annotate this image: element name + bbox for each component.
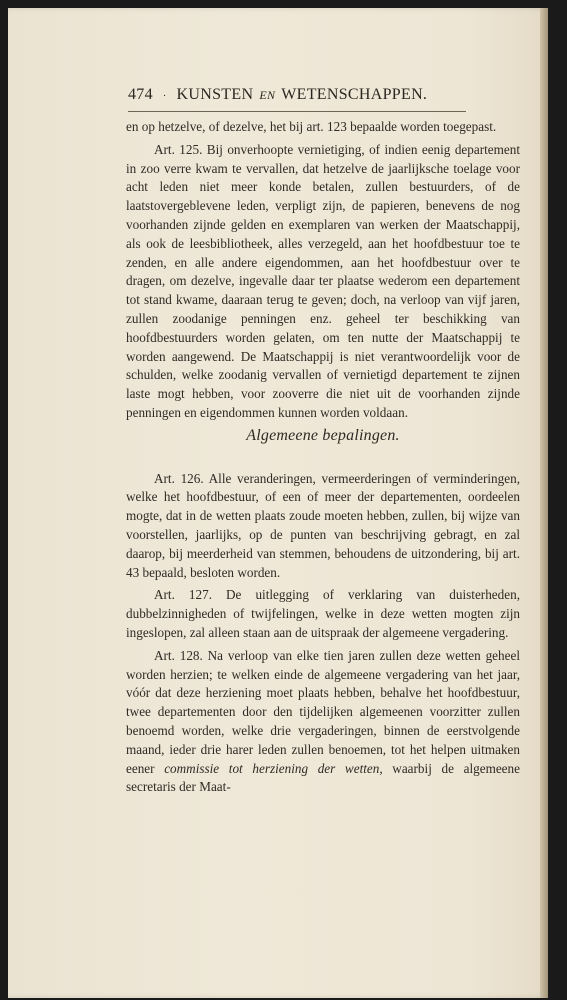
running-header	[128, 86, 462, 104]
section-heading: Algemeene bepalingen.	[246, 426, 400, 444]
article-128-italic-phrase: commissie tot herziening der wetten	[164, 760, 380, 776]
article-128-text-start: Art. 128. Na verloop van elke tien jaren zullen deze wetten geheel worden herzien; te welken einde de algemeene vergadering van het jaar, vóór dat deze herziening moet plaats hebben, behalve het hoofdbestuur, twee departementen door den tijdelijken algemeenen voorzitter zullen benoemd worden, welke drie vergaderingen, binnen de eerstvolgende maand, ieder drie harer leden zullen benoemen, tot het helpen uitmaken eener	[126, 647, 520, 776]
page-number: 474	[128, 86, 153, 103]
page-body	[126, 118, 520, 801]
header-rule	[128, 111, 466, 112]
article-128	[126, 647, 520, 797]
continuation-paragraph: en op hetzelve, of dezelve, het bij art. 123 bepaalde worden toegepast.	[126, 119, 497, 134]
article-126: Art. 126. Alle veranderingen, vermeerderingen of verminderingen, welke het hoofdbestuur, of een of meer der departementen, oordeelen mogte, dat in de wetten plaats zoude moeten hebben, zullen, bij wijze van voorstellen, jaarlijks, op de punten van beschrijving gebragt, en zal daarop, bij meerderheid van stemmen, behoudens de uitzondering, bij art. 43 bepaald, besloten worden.	[126, 470, 520, 580]
header-title-word2: WETENSCHAPPEN.	[281, 86, 428, 103]
page-edge	[540, 8, 548, 998]
book-page	[8, 8, 548, 998]
header-title-word1: KUNSTEN	[176, 86, 254, 103]
article-127: Art. 127. De uitlegging of verklaring van duisterheden, dubbelzinnigheden of twijfelingen, welke in deze wetten mogten zijn ingeslopen, zal alleen staan aan de uitspraak der algemeene vergadering.	[126, 587, 520, 640]
article-125: Art. 125. Bij onverhoopte vernietiging, of indien eenig departement in zoo verre kwam te vervallen, dat hetzelve de jaarlijksche toelage voor acht leden niet meer konde betalen, zullen bestuurders, of de laatstovergeblevene leden, verpligt zijn, de papieren, benevens de nog voorhanden zijnde gelden en exemplaren van werken der Maatschappij, als ook de leesbibliotheek, alles verzegeld, aan het hoofdbestuur toe te zenden, en alle andere eigendommen, aan het hoofdbestuur over te dragen, om dezelve, ingevalle daar ter plaatse wederom een departement tot stand kwame, daaraan terug te geven; doch, na verloop van vijf jaren, zullen zoodanige penningen enz. geheel ter beschikking van hoofdbestuurders worden gelaten, om ten nutte der Maatschappij te worden aangewend. De Maatschappij is niet verantwoordelijk voor de schulden, welke zoodanig vervallen of vernietigd departement te zijnen laste mogt hebben, voor zooverre die niet uit de voorhanden zijnde penningen en eigendommen kunnen worden voldaan.	[126, 141, 520, 420]
article-128-text-end: , waarbij de algemeene secretaris der Maat-	[126, 760, 520, 795]
header-separator: ·	[162, 91, 167, 102]
header-title-conj: EN	[259, 88, 276, 102]
